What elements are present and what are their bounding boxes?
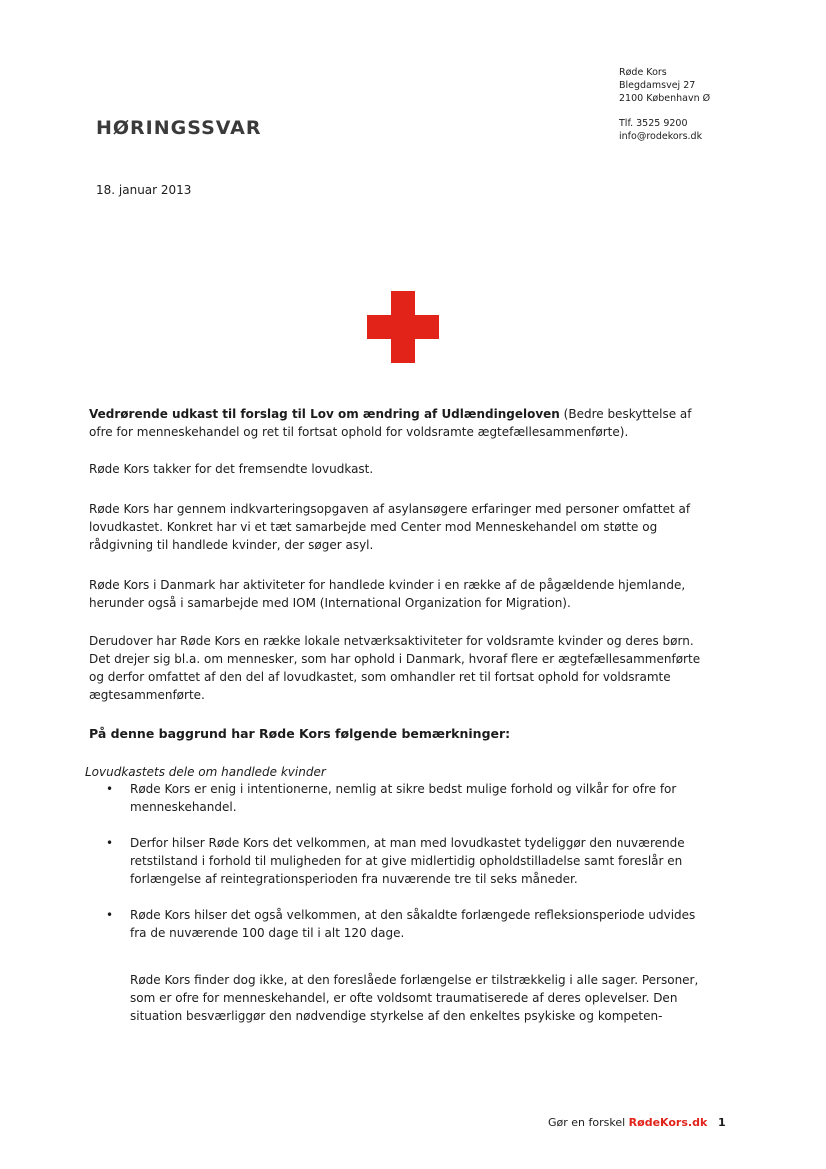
bullet-text: Røde Kors hilser det også velkommen, at den såkaldte forlængede refleksionsperiode udvides fra de nuværende 100 dage til i alt 120 dage. [130,908,696,940]
bullet-text: Derfor hilser Røde Kors det velkommen, at man med lovudkastet tydeliggør den nuværende retstilstand i forhold til muligheden for at give midlertidig opholdstilladelse samt foreslår en forlængelse af reintegrationsperioden fra nuværende tre til seks måneder. [130,836,685,886]
document-title: HØRINGSSVAR [96,117,262,139]
list-item [104,834,704,888]
document-date: 18. januar 2013 [96,183,192,197]
address-city: 2100 København Ø [619,93,711,104]
contact-phone: Tlf. 3525 9200 [619,118,688,129]
contact-email: info@rodekors.dk [619,131,703,142]
remarks-heading: På denne baggrund har Røde Kors følgende bemærkninger: [89,726,511,741]
sender-contact [619,117,702,143]
brand-link[interactable]: RødeKors.dk [628,1116,708,1129]
thanks-paragraph: Røde Kors takker for det fremsendte lovudkast. [89,462,374,476]
footer-slogan [548,1116,707,1129]
sender-address [619,66,710,105]
bullet-icon: • [106,908,114,922]
remarks-subheading: Lovudkastets dele om handlede kvinder [85,765,326,779]
red-cross-icon [367,291,439,363]
bullet-icon: • [106,836,114,850]
bullet-continuation: Røde Kors finder dog ikke, at den foreslåede forlængelse er tilstrækkelig i alle sager. Personer, som er ofre for menneskehandel, er ofte voldsomt traumatiserede af deres oplevelser. Den situation besværliggør den nødvendige styrkelse af den enkeltes psykiske og kompeten- [130,973,699,1023]
intro-bold: Vedrørende udkast til forslag til Lov om ændring af Udlændingeloven [89,407,560,421]
remarks-bullet-list [104,780,704,960]
page-number: 1 [718,1116,726,1129]
bullet-text: Røde Kors er enig i intentionerne, nemlig at sikre bedst mulige forhold og vilkår for ofre for menneskehandel. [130,782,677,814]
intro-rest: (Bedre beskyttelse af ofre for menneskehandel og ret til fortsat ophold for voldsramte ægtefællesammenførte). [89,407,692,439]
slogan-text: Gør en forskel [548,1116,626,1129]
bullet-icon: • [106,782,114,796]
list-item [104,780,704,816]
list-item [104,906,704,942]
address-org: Røde Kors [619,67,667,78]
experience-paragraph: Røde Kors har gennem indkvarteringsopgaven af asylansøgere erfaringer med personer omfattet af lovudkastet. Konkret har vi et tæt samarbejde med Center mod Menneskehandel om støtte og rådgivning til handlede kvinder, der søger asyl. [89,502,691,552]
address-street: Blegdamsvej 27 [619,80,696,91]
network-paragraph: Derudover har Røde Kors en række lokale netværksaktiviteter for voldsramte kvinder og deres børn. Det drejer sig bl.a. om mennesker, som har ophold i Danmark, hvoraf flere er ægtefællesammenførte og derfor omfattet af den del af lovudkastet, som omhandler ret til fortsat ophold for voldsramte ægtesammenførte. [89,634,701,702]
intro-paragraph [89,405,709,441]
denmark-paragraph: Røde Kors i Danmark har aktiviteter for handlede kvinder i en række af de pågældende hjemlande, herunder også i samarbejde med IOM (International Organization for Migration). [89,578,686,610]
